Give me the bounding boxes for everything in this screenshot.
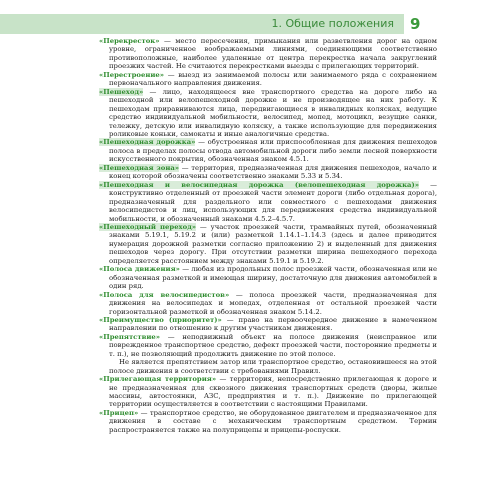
definition-text: — участок проезжей части, трамвайных путей, обозначенный знаками 5.19.1, 5.19.2 и (или) разметкой 1.14.1–1.14.3 (здесь и далее приводится нумерация дорожной разметки согласно приложению 2) и выделенный для движения пешеходов через дорогу. При отсутствии разметки ширина пешеходного перехода определяется расстоянием между знаками 5.19.1 и 5.19.2. [109, 222, 438, 265]
definition-text: — территория, предназначенная для движения пешеходов, начало и конец которой обозначены соответственно знаками 5.33 и 5.34. [109, 163, 437, 181]
page-header [0, 0, 500, 34]
definition-entry [99, 71, 437, 88]
definition-term: «Пешеходная дорожка» [99, 138, 196, 147]
definition-entry [99, 316, 437, 333]
definition-entry [99, 333, 437, 358]
page-number: 9 [410, 15, 421, 33]
definition-entry [99, 409, 437, 434]
definition-entry [99, 88, 437, 139]
definition-term: «Полоса для велосипедистов» [99, 290, 230, 299]
definition-text: — выезд из занимаемой полосы или занимаемого ряда с сохранением первоначального направления движения. [109, 70, 437, 88]
definition-text: — право на первоочередное движение в намеченном направлении по отношению к другим участникам движения. [109, 315, 437, 333]
section-title: 1. Общие положения [271, 17, 394, 30]
definition-text: — место пересечения, примыкания или разветвления дорог на одном уровне, ограниченное воображаемыми линиями, соединяющими соответственно противоположные, наиболее удаленные от центра перекрестка начала закруглений проезжих частей. Не считаются перекрестками выезды с прилегающих территорий. [109, 37, 437, 71]
definition-text: — территория, непосредственно прилегающая к дороге и не предназначенная для сквозного движения транспортных средств (дворы, жилые массивы, автостоянки, АЗС, предприятия и т. п.). Движение по прилегающей территории осуществляется в соответствии с настоящими Правилами. [109, 375, 437, 409]
definition-term: «Пешеходный переход» [99, 222, 197, 231]
definitions-list [99, 37, 437, 434]
definition-text: — конструктивно отделенный от проезжей части элемент дороги (либо отдельная дорога), предназначенный для раздельного или совместного с пешеходами движения велосипедистов и лиц, использующих для передвижения средства индивидуальной мобильности, и обозначенный знаками 4.5.2–4.5.7. [109, 180, 437, 223]
definition-term: «Пешеходная и велосипедная дорожка (велопешеходная дорожка)» [99, 180, 420, 189]
definition-term: «Перекресток» [99, 37, 160, 45]
definition-entry [99, 291, 437, 316]
definition-entry [99, 164, 437, 181]
definition-text: — транспортное средство, не оборудованное двигателем и предназначенное для движения в составе с механическим транспортным средством. Термин распространяется также на полуприцепы и прицепы-роспуски. [109, 408, 437, 434]
definition-term: «Пешеходная зона» [99, 163, 180, 172]
definition-text: — полоса проезжей части, предназначенная для движения на велосипедах и мопедах, отделенная от остальной проезжей части горизонтальной разметкой и обозначенная знаком 5.14.2. [109, 290, 437, 316]
definition-entry [99, 138, 437, 163]
definition-text: — любая из продольных полос проезжей части, обозначенная или не обозначенная разметкой и имеющая ширину, достаточную для движения автомобилей в один ряд. [109, 265, 437, 291]
definition-term: «Пешеход» [99, 87, 144, 96]
definition-entry [99, 37, 437, 71]
definition-text: — лицо, находящееся вне транспортного средства на дороге либо на пешеходной или велопешеходной дорожке и не производящее на них работу. К пешеходам приравниваются лица, передвигающиеся в инвалидных колясках, ведущие средство индивидуальной мобильности, велосипед, мопед, мотоцикл, везущие санки, тележку, детскую или инвалидную коляску, а также использующие для передвижения роликовые коньки, самокаты и иные аналогичные средства. [109, 87, 437, 138]
definition-entry [99, 375, 437, 409]
definition-term: «Прилегающая территория» [99, 375, 217, 384]
definition-text: — неподвижный объект на полосе движения (неисправное или поврежденное транспортное средство, дефект проезжей части, посторонние предметы и т. п.), не позволяющий продолжить движение по этой полосе. [109, 332, 437, 358]
definition-term: «Перестроение» [99, 70, 165, 79]
definition-term: «Прицеп» [99, 408, 139, 417]
definition-entry [99, 223, 437, 265]
definition-note: Не является препятствием затор или транспортное средство, остановившееся на этой полосе движения в соответствии с требованиями Правил. [109, 358, 437, 375]
definition-term: «Преимущество (приоритет)» [99, 315, 222, 324]
definition-text: — обустроенная или приспособленная для движения пешеходов полоса в пределах полосы отвода автомобильной дороги либо земли лесной поверхности искусственного покрытия, обозначенная знаком 4.5.1. [109, 138, 438, 164]
definition-term: «Препятствие» [99, 332, 161, 341]
definition-entry [99, 265, 437, 290]
definition-term: «Полоса движения» [99, 265, 180, 274]
definition-entry [99, 181, 437, 223]
